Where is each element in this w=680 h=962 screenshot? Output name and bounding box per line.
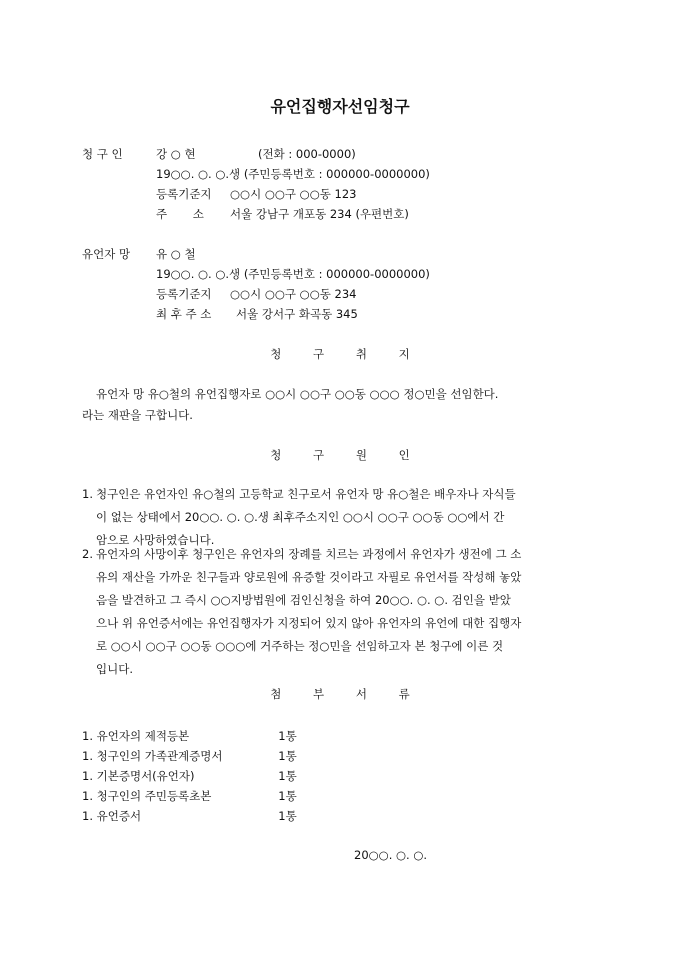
deceased-registry-label: 등록기준지 <box>156 287 212 301</box>
attachment-item <box>82 808 297 824</box>
purpose-heading: 청 구 취 지 <box>270 347 424 361</box>
attachment-number: 1. <box>82 749 93 763</box>
attachment-item <box>82 768 297 784</box>
attachment-doc: 유언증서 <box>96 809 142 823</box>
attachment-qty: 1통 <box>278 749 297 763</box>
attachment-doc: 청구인의 주민등록초본 <box>96 789 212 803</box>
claimant-name: 강 ○ 현 <box>156 147 196 161</box>
cause-line: 입니다. <box>96 662 133 676</box>
attachment-item <box>82 728 297 744</box>
claimant-registry-label: 등록기준지 <box>156 187 212 201</box>
attachment-qty: 1통 <box>278 789 297 803</box>
deceased-last-address-label: 최 후 주 소 <box>156 307 212 321</box>
attachment-item <box>82 748 297 764</box>
attachment-number: 1. <box>82 729 93 743</box>
document-date: 20○○. ○. ○. <box>354 848 428 862</box>
cause-line: 이 없는 상태에서 20○○. ○. ○.생 최후주소지인 ○○시 ○○구 ○○동 ○○에서 간 <box>96 510 505 524</box>
cause-line: 유의 재산을 가까운 친구들과 양로원에 유증할 것이라고 자필로 유언서를 작성해 놓았 <box>96 570 522 584</box>
claimant-registry: ○○시 ○○구 ○○동 123 <box>230 187 357 201</box>
claimant-address: 서울 강남구 개포동 234 (우편번호) <box>230 207 409 221</box>
cause-item-number: 1. <box>82 487 93 501</box>
attachment-item <box>82 788 297 804</box>
cause-heading: 청 구 원 인 <box>270 448 424 462</box>
cause-line: 유언자의 사망이후 청구인은 유언자의 장례를 치르는 과정에서 유언자가 생전에 그 소 <box>96 547 522 561</box>
attachment-doc: 기본증명서(유언자) <box>96 769 195 783</box>
deceased-registry: ○○시 ○○구 ○○동 234 <box>230 287 357 301</box>
claimant-address-label: 주 소 <box>156 207 204 221</box>
deceased-name: 유 ○ 철 <box>156 247 196 261</box>
claimant-birth: 19○○. ○. ○.생 (주민등록번호 : 000000-0000000) <box>156 167 430 181</box>
attachment-number: 1. <box>82 789 93 803</box>
cause-line: 암으로 사망하였습니다. <box>96 533 215 547</box>
attachments-heading: 첨 부 서 류 <box>270 687 424 701</box>
deceased-last-address: 서울 강서구 화곡동 345 <box>236 307 358 321</box>
attachment-qty: 1통 <box>278 769 297 783</box>
cause-line: 으나 위 유언증서에는 유언집행자가 지정되어 있지 않아 유언자의 유언에 대한 집행자 <box>96 616 522 630</box>
claimant-phone: (전화 : 000-0000) <box>258 147 356 161</box>
cause-line: 음을 발견하고 그 즉시 ○○지방법원에 검인신청을 하여 20○○. ○. ○. 검인을 받았 <box>96 593 511 607</box>
attachment-number: 1. <box>82 809 93 823</box>
cause-line: 청구인은 유언자인 유○철의 고등학교 친구로서 유언자 망 유○철은 배우자나 자식들 <box>96 487 516 501</box>
cause-item-2 <box>82 543 602 681</box>
attachment-qty: 1통 <box>278 729 297 743</box>
cause-item-number: 2. <box>82 547 93 561</box>
deceased-birth: 19○○. ○. ○.생 (주민등록번호 : 000000-0000000) <box>156 267 430 281</box>
purpose-line-2: 라는 재판을 구합니다. <box>82 408 193 422</box>
cause-item-1 <box>82 483 602 552</box>
attachment-qty: 1통 <box>278 809 297 823</box>
attachment-number: 1. <box>82 769 93 783</box>
claimant-label: 청 구 인 <box>82 147 123 161</box>
page-title: 유언집행자선임청구 <box>270 97 410 116</box>
cause-line: 로 ○○시 ○○구 ○○동 ○○○에 거주하는 정○민을 선임하고자 본 청구에 이른 것 <box>96 639 504 653</box>
purpose-line-1: 유언자 망 유○철의 유언집행자로 ○○시 ○○구 ○○동 ○○○ 정○민을 선임한다. <box>96 387 499 401</box>
attachment-doc: 청구인의 가족관계증명서 <box>96 749 223 763</box>
attachment-doc: 유언자의 제적등본 <box>96 729 190 743</box>
deceased-label: 유언자 망 <box>82 247 131 261</box>
